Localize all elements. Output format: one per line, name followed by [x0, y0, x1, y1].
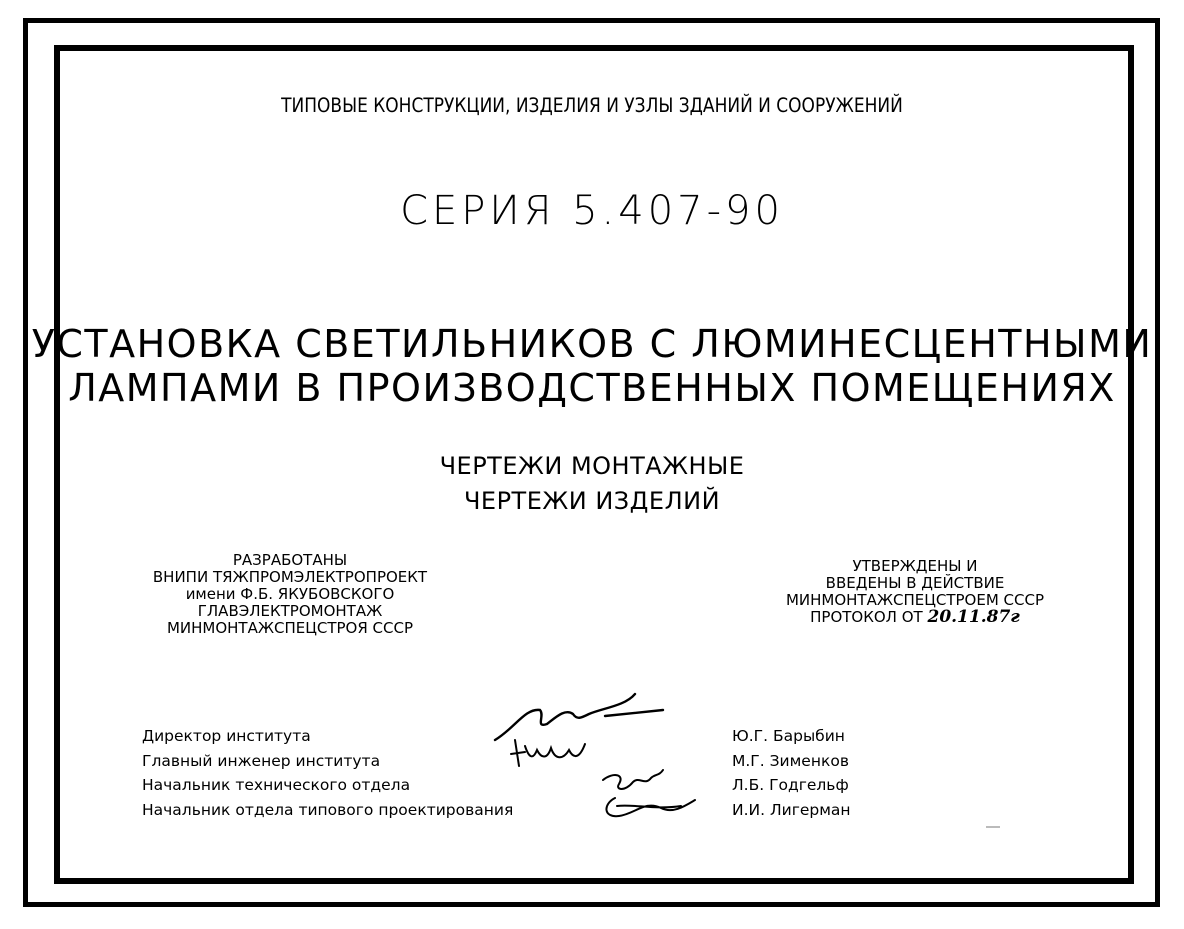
- title-line-1: УСТАНОВКА СВЕТИЛЬНИКОВ С ЛЮМИНЕСЦЕНТНЫМИ: [31, 322, 1153, 366]
- developer-org-1: ВНИПИ ТЯЖПРОМЭЛЕКТРОПРОЕКТ: [152, 568, 428, 586]
- name-chief-engineer: М.Г. Зименков: [732, 751, 849, 770]
- signatures: [485, 688, 715, 838]
- signature-chief-engineer: [511, 740, 585, 766]
- position-technical-head: Начальник технического отдела: [142, 776, 411, 794]
- protocol-date: 20.11.87г: [927, 607, 1020, 627]
- subtitle-line-1: ЧЕРТЕЖИ МОНТАЖНЫЕ: [439, 452, 745, 480]
- signature-director: [495, 694, 663, 740]
- protocol-label: ПРОТОКОЛ ОТ: [810, 608, 923, 626]
- developer-org-3: ГЛАВЭЛЕКТРОМОНТАЖ: [197, 602, 383, 620]
- title-line-2: ЛАМПАМИ В ПРОИЗВОДСТВЕННЫХ ПОМЕЩЕНИЯХ: [68, 366, 1116, 410]
- names-list: [732, 724, 851, 822]
- signature-technical-head: [603, 770, 663, 789]
- signature-standard-design-head: [606, 798, 695, 816]
- name-standard-design-head: И.И. Лигерман: [732, 800, 851, 819]
- approved-line-3: МИНМОНТАЖСПЕЦСТРОЕМ СССР: [785, 591, 1045, 609]
- subtitle-line-2: ЧЕРТЕЖИ ИЗДЕЛИЙ: [463, 487, 721, 515]
- approved-by-block: [760, 558, 1070, 626]
- approved-line-2: ВВЕДЕНЫ В ДЕЙСТВИЕ: [825, 574, 1005, 592]
- position-director: Директор института: [142, 727, 311, 745]
- developed-label: РАЗРАБОТАНЫ: [232, 551, 348, 569]
- protocol-line: [760, 609, 1070, 626]
- positions-list: [142, 724, 513, 822]
- developed-by-block: [130, 552, 450, 637]
- name-technical-head: Л.Б. Годгельф: [732, 776, 849, 794]
- series-number: СЕРИЯ 5.407-90: [400, 188, 784, 234]
- position-chief-engineer: Главный инженер института: [142, 751, 381, 770]
- position-standard-design-head: Начальник отдела типового проектирования: [142, 800, 514, 819]
- name-director: Ю.Г. Барыбин: [732, 727, 845, 745]
- document-header: ТИПОВЫЕ КОНСТРУКЦИИ, ИЗДЕЛИЯ И УЗЛЫ ЗДАНИЙ И СООРУЖЕНИЙ: [281, 94, 903, 118]
- scan-mark: [986, 826, 1000, 828]
- developer-org-4: МИНМОНТАЖСПЕЦСТРОЯ СССР: [166, 619, 414, 637]
- approved-line-1: УТВЕРЖДЕНЫ И: [852, 557, 978, 575]
- developer-org-2: имени Ф.Б. ЯКУБОВСКОГО: [185, 585, 395, 603]
